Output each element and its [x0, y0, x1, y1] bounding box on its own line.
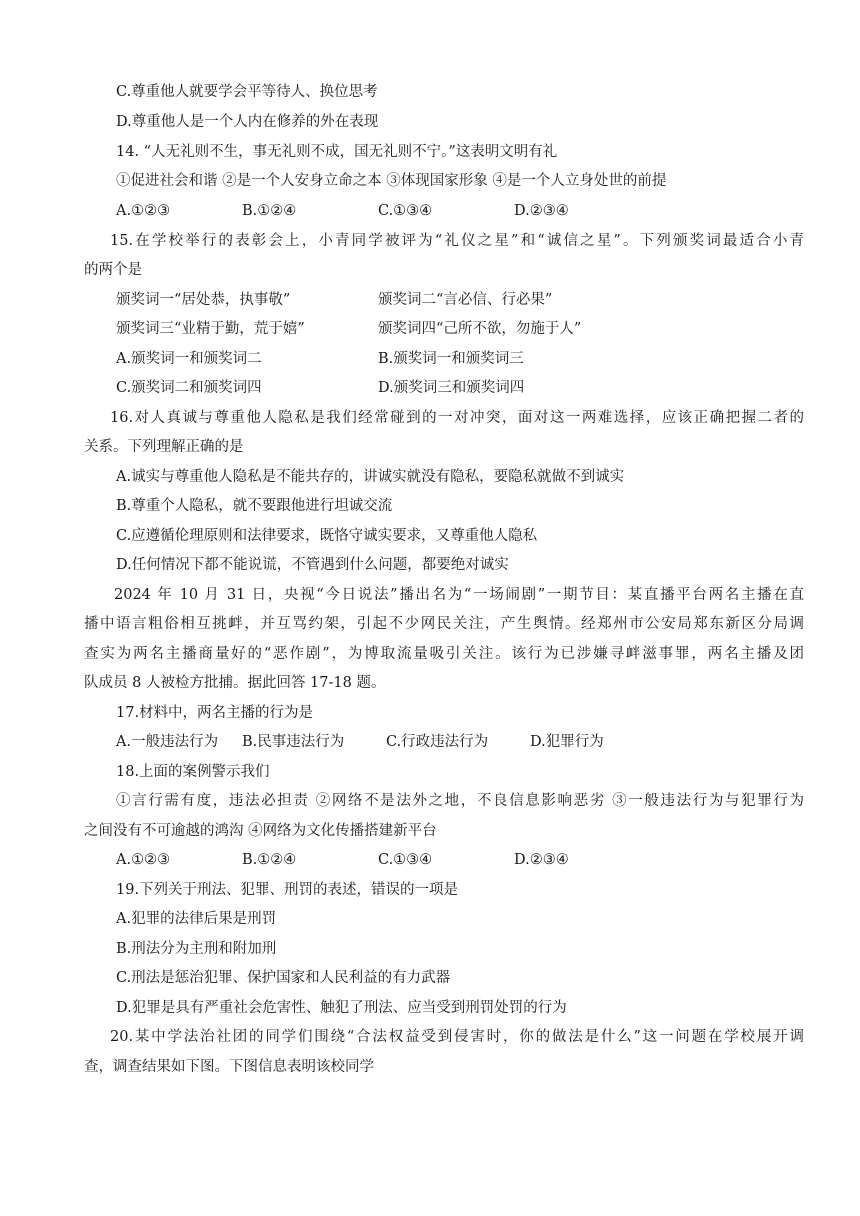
q18-option-d: D.②③④ — [514, 852, 569, 868]
q14-option-a: A.①②③ — [116, 203, 171, 219]
q15-phrase-1: 颁奖词一“居处恭，执事敬” — [116, 292, 291, 308]
q16-stem-line1: 16.对人真诚与尊重他人隐私是我们经常碰到的一对冲突，面对这一两难选择，应该正确把握二者的 — [110, 410, 804, 426]
q18-option-b: B.①②④ — [242, 852, 297, 868]
q15-phrase-4: 颁奖词四“己所不欲，勿施于人” — [378, 321, 582, 337]
q17-stem: 17.材料中，两名主播的行为是 — [116, 705, 314, 721]
material-line2: 播中语言粗俗相互挑衅，并互骂约架，引起不少网民关注，产生舆情。经郑州市公安局郑东新区分局调 — [84, 616, 804, 632]
q15-option-c: C.颁奖词二和颁奖词四 — [116, 380, 262, 396]
q15-phrase-3: 颁奖词三“业精于勤，荒于嬉” — [116, 321, 305, 337]
q17-option-b: B.民事违法行为 — [242, 734, 345, 750]
q18-option-c: C.①③④ — [378, 852, 433, 868]
material-line4: 队成员 8 人被检方批捕。据此回答 17-18 题。 — [84, 675, 386, 691]
q14-option-b: B.①②④ — [242, 203, 297, 219]
q16-option-b: B.尊重个人隐私，就不要跟他进行坦诚交流 — [116, 498, 393, 514]
material-line3: 查实为两名主播商量好的“恶作剧”，为博取流量吸引关注。该行为已涉嫌寻衅滋事罪，两名主播及团 — [84, 646, 804, 662]
q19-stem: 19.下列关于刑法、犯罪、刑罚的表述，错误的一项是 — [116, 882, 459, 898]
q15-option-a: A.颁奖词一和颁奖词二 — [116, 351, 262, 367]
q19-option-c: C.刑法是惩治犯罪、保护国家和人民利益的有力武器 — [116, 970, 451, 986]
q14-option-d: D.②③④ — [514, 203, 569, 219]
q15-stem-line2: 的两个是 — [84, 262, 142, 278]
q13-option-c: C.尊重他人就要学会平等待人、换位思考 — [116, 84, 378, 100]
q15-phrase-2: 颁奖词二“言必信、行必果” — [378, 292, 553, 308]
q20-stem-line1: 20.某中学法治社团的同学们围绕“合法权益受到侵害时，你的做法是什么”这一问题在学校展开调 — [110, 1029, 804, 1045]
q18-items-line2: 之间没有不可逾越的鸿沟 ④网络为文化传播搭建新平台 — [84, 823, 437, 839]
q20-stem-line2: 查，调查结果如下图。下图信息表明该校同学 — [84, 1059, 374, 1075]
q16-option-c: C.应遵循伦理原则和法律要求，既恪守诚实要求，又尊重他人隐私 — [116, 528, 538, 544]
q19-option-b: B.刑法分为主刑和附加刑 — [116, 941, 277, 957]
q14-items: ①促进社会和谐 ②是一个人安身立命之本 ③体现国家形象 ④是一个人立身处世的前提 — [116, 173, 667, 189]
q19-option-d: D.犯罪是具有严重社会危害性、触犯了刑法、应当受到刑罚处罚的行为 — [116, 1000, 567, 1016]
q17-option-a: A.一般违法行为 — [116, 734, 219, 750]
q15-option-d: D.颁奖词三和颁奖词四 — [378, 380, 525, 396]
q17-option-d: D.犯罪行为 — [530, 734, 604, 750]
q15-stem-line1: 15.在学校举行的表彰会上，小青同学被评为“礼仪之星”和“诚信之星”。下列颁奖词最适合小青 — [110, 233, 804, 249]
q13-option-d: D.尊重他人是一个人内在修养的外在表现 — [116, 114, 379, 130]
q17-option-c: C.行政违法行为 — [386, 734, 489, 750]
q16-option-d: D.任何情况下都不能说谎，不管遇到什么问题，都要绝对诚实 — [116, 557, 509, 573]
q18-stem: 18.上面的案例警示我们 — [116, 764, 270, 780]
material-line1: 2024 年 10 月 31 日，央视“今日说法”播出名为“一场闹剧”一期节目：某直播平台两名主播在直 — [114, 587, 804, 603]
q16-option-a: A.诚实与尊重他人隐私是不能共存的，讲诚实就没有隐私，要隐私就做不到诚实 — [116, 469, 625, 485]
q14-stem: 14. “人无礼则不生，事无礼则不成，国无礼则不宁。”这表明文明有礼 — [116, 144, 558, 160]
q18-option-a: A.①②③ — [116, 852, 171, 868]
q18-items-line1: ①言行需有度，违法必担责 ②网络不是法外之地，不良信息影响恶劣 ③一般违法行为与犯罪行为 — [116, 793, 804, 809]
q19-option-a: A.犯罪的法律后果是刑罚 — [116, 911, 277, 927]
q16-stem-line2: 关系。下列理解正确的是 — [84, 439, 244, 455]
q14-option-c: C.①③④ — [378, 203, 433, 219]
q15-option-b: B.颁奖词一和颁奖词三 — [378, 351, 524, 367]
